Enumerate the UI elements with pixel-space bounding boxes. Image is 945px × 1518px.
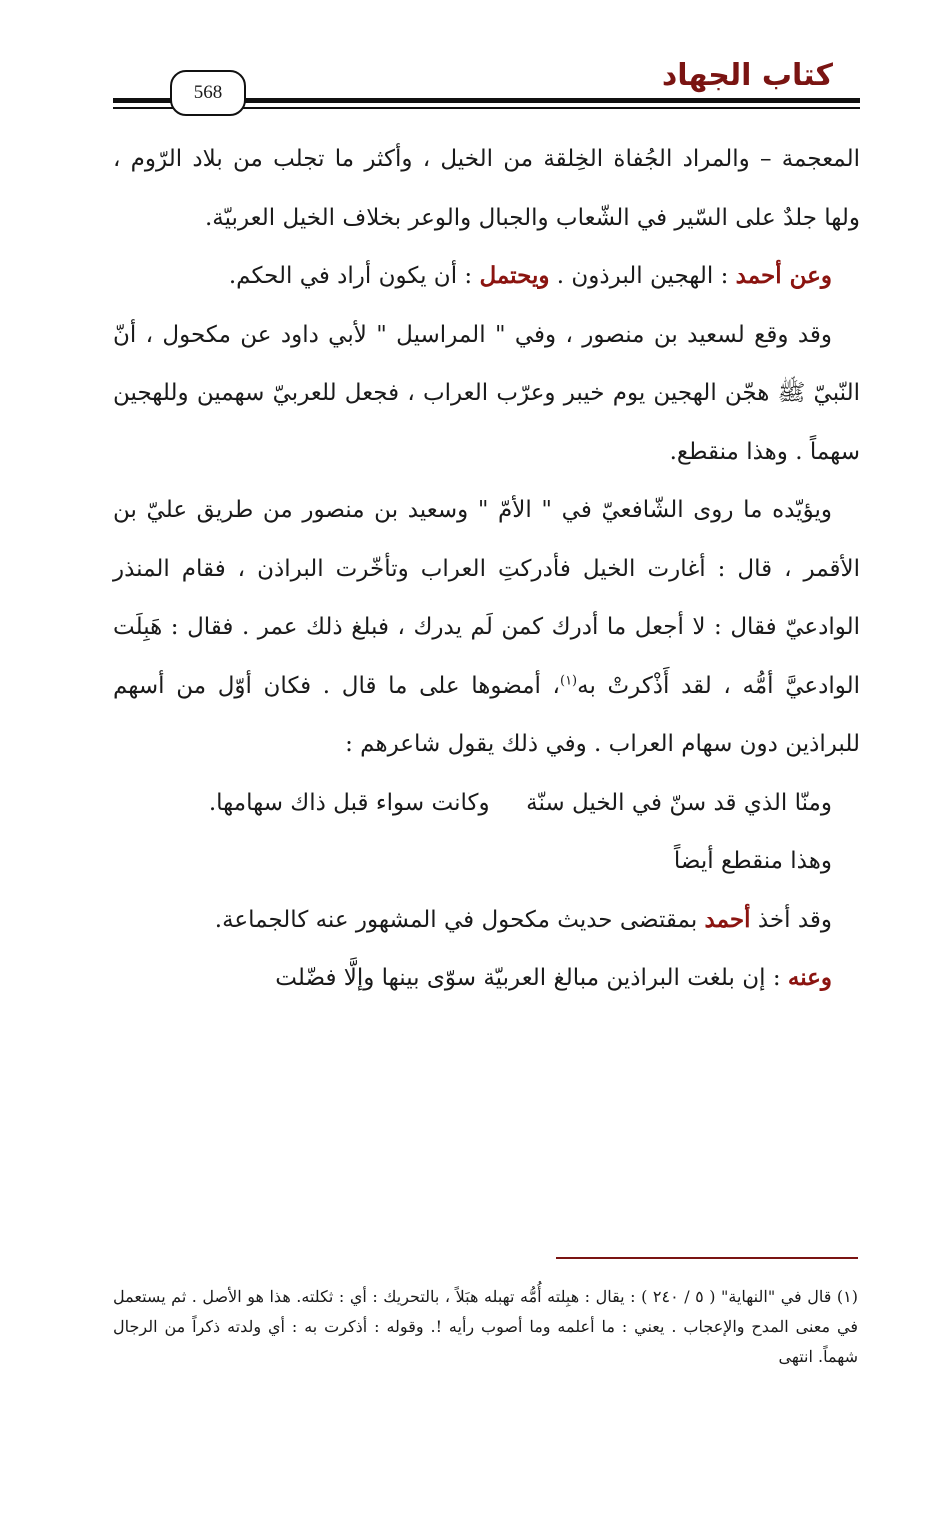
paragraph-1: المعجمة – والمراد الجُفاة الخِلقة من الخيل ، وأكثر ما تجلب من بلاد الرّوم ، ولها جلدٌ على السّير في الشّعاب والجبال والوعر بخلاف الخيل العربيّة. (113, 146, 860, 231)
paragraph-3: وقد وقع لسعيد بن منصور ، وفي " المراسيل " لأبي داود عن مكحول ، أنّ النّبيّ ﷺ هجّن الهجين يوم خيبر وعرّب العراب ، فجعل للعربيّ سهمين وللهجين سهماً . وهذا منقطع. (113, 321, 860, 465)
paragraph-5: وهذا منقطع أيضاً (673, 848, 832, 874)
chapter-title: كتاب الجهاد (661, 58, 833, 93)
page-number: 568 (170, 70, 246, 116)
paragraph-text: وقد أخذ (750, 906, 832, 933)
paragraph-4 (113, 481, 860, 774)
paragraph-7 (113, 949, 860, 1008)
footnote-marker[interactable]: (١) (559, 672, 578, 688)
paragraph-text: بمقتضى حديث مكحول في المشهور عنه كالجماعة. (214, 906, 705, 933)
paragraph-text: : الهجين البرذون . (549, 263, 736, 289)
highlight-term: وعنه (787, 964, 832, 991)
footnote (113, 1282, 858, 1372)
paragraph-text: : أن يكون أراد في الحكم. (228, 263, 480, 289)
main-text (113, 130, 860, 1008)
verse-line: ومنّا الذي قد سنّ في الخيل سنّة وكانت سواء قبل ذاك سهامها. (208, 789, 832, 816)
paragraph-6 (113, 891, 860, 950)
paragraph-text: : إن بلغت البراذين مبالغ العربيّة سوّى بينها وإلَّا فضّلت (275, 965, 788, 991)
highlight-term: ويحتمل (479, 262, 550, 289)
paragraph-text: ويؤيّده ما روى الشّافعيّ في " الأمّ " وسعيد بن منصور من طريق عليّ بن الأقمر ، قال : أغارت الخيل فأدركتِ العراب وتأخّرت البراذن ، فقام المنذر الوادعيّ فقال : لا أجعل ما أدرك كمن لَم يدرك ، فبلغ ذلك عمر . فقال : هَبِلَت الوادعيَّ أمُّه ، لقد أَذْكرتْ به (113, 497, 861, 699)
footnote-text: (١) قال في "النهاية" ( ٥ / ٢٤٠ ) : يقال : هبِلته أُمُّه تهبله هبَلاً ، بالتحريك : أي : ثكلته. هذا هو الأصل . ثم يستعمل في معنى المدح والإعجاب . يعني : ما أعلمه وما أصوب رأيه !. وقوله : أذكرت به : أي ولدته ذكراً من الرجال شهماً. انتهى (113, 1287, 859, 1366)
paragraph-text: ، أمضوها على ما قال . فكان أوّل من أسهم للبراذين دون سهام العراب . وفي ذلك يقول شاعرهم : (113, 672, 860, 757)
highlight-term: وعن أحمد (735, 262, 832, 289)
footnote-divider (556, 1257, 858, 1259)
highlight-term: أحمد (704, 905, 751, 933)
paragraph-2 (113, 247, 860, 306)
